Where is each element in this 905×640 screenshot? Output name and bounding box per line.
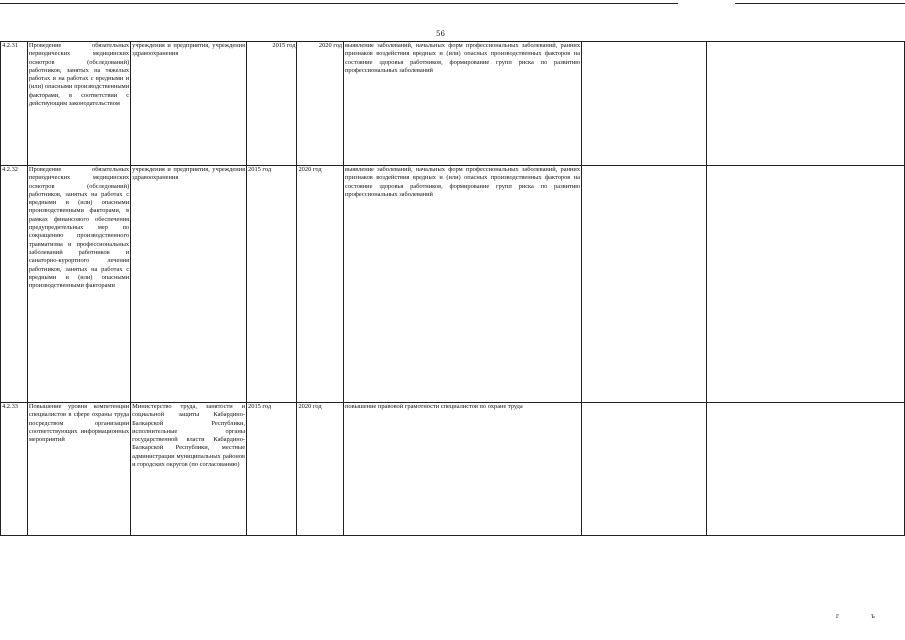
table-row — [1, 403, 905, 536]
executor-cell: учреждения и предприятия, учреждения здравоохранения — [131, 42, 247, 166]
empty-cell — [707, 403, 905, 536]
row-number: 4.2.32 — [1, 166, 28, 403]
row-number: 4.2.31 — [1, 42, 28, 166]
result-cell: повышение правовой грамотности специалистов по охране труда — [343, 403, 581, 536]
end-year-cell: 2020 год — [297, 403, 344, 536]
top-rule-right — [735, 3, 905, 4]
result-cell: выявление заболеваний, начальных форм профессиональных заболеваний, ранних признаков воздействия вредных и (или) опасных производственных факторов на состояние здоровья работников, формирование групп риска по развитию профессиональных заболеваний — [343, 166, 581, 403]
start-year-cell: 2015 год — [247, 42, 297, 166]
empty-cell — [582, 166, 707, 403]
executor-cell: Министерство труда, занятости и социальной защиты Кабардино-Балкарской Республики, исполнительные органы государственной власти Кабардино-Балкарской Республики, местные администрации муниципальных районов и городских округов (по согласованию) — [131, 403, 247, 536]
measures-table — [0, 41, 905, 536]
empty-cell — [582, 403, 707, 536]
margin-mark: г — [836, 613, 840, 620]
margin-mark: ъ — [871, 613, 875, 620]
start-year-cell: 2015 год — [247, 403, 297, 536]
empty-cell — [582, 42, 707, 166]
empty-cell — [707, 42, 905, 166]
event-cell: Проведение обязательных периодических медицинских осмотров (обследований) работников, занятых на работах с вредными и (или) опасными производственными факторами, в рамках финансового обеспечения предупредительных мер по сокращению производственного травматизма и профессиональных заболеваний работников и санаторно-курортного лечения работников, занятых на работах с вредными и (или) опасными производственными факторами — [27, 166, 130, 403]
empty-cell — [707, 166, 905, 403]
top-rule-left — [0, 3, 678, 4]
end-year-cell: 2020 год — [297, 42, 344, 166]
event-cell: Повышение уровня компетенции специалистов в сфере охраны труда посредством организации соответствующих информационных мероприятий — [27, 403, 130, 536]
row-number: 4.2.33 — [1, 403, 28, 536]
event-cell: Проведение обязательных периодических медицинских осмотров (обследований) работников, занятых на тяжелых работах и на работах с вредными и (или) опасными производственными факторами, в соответствии с действующим законодательством — [27, 42, 130, 166]
result-cell: выявление заболеваний, начальных форм профессиональных заболеваний, ранних признаков воздействия вредных и (или) опасных производственных факторов на состояние здоровья работников, формирование групп риска по развитию профессиональных заболеваний — [343, 42, 581, 166]
table-row — [1, 42, 905, 166]
table-row — [1, 166, 905, 403]
start-year-cell: 2015 год — [247, 166, 297, 403]
page-number: 56 — [436, 30, 445, 38]
end-year-cell: 2020 год — [297, 166, 344, 403]
executor-cell: учреждения и предприятия, учреждения здравоохранения — [131, 166, 247, 403]
